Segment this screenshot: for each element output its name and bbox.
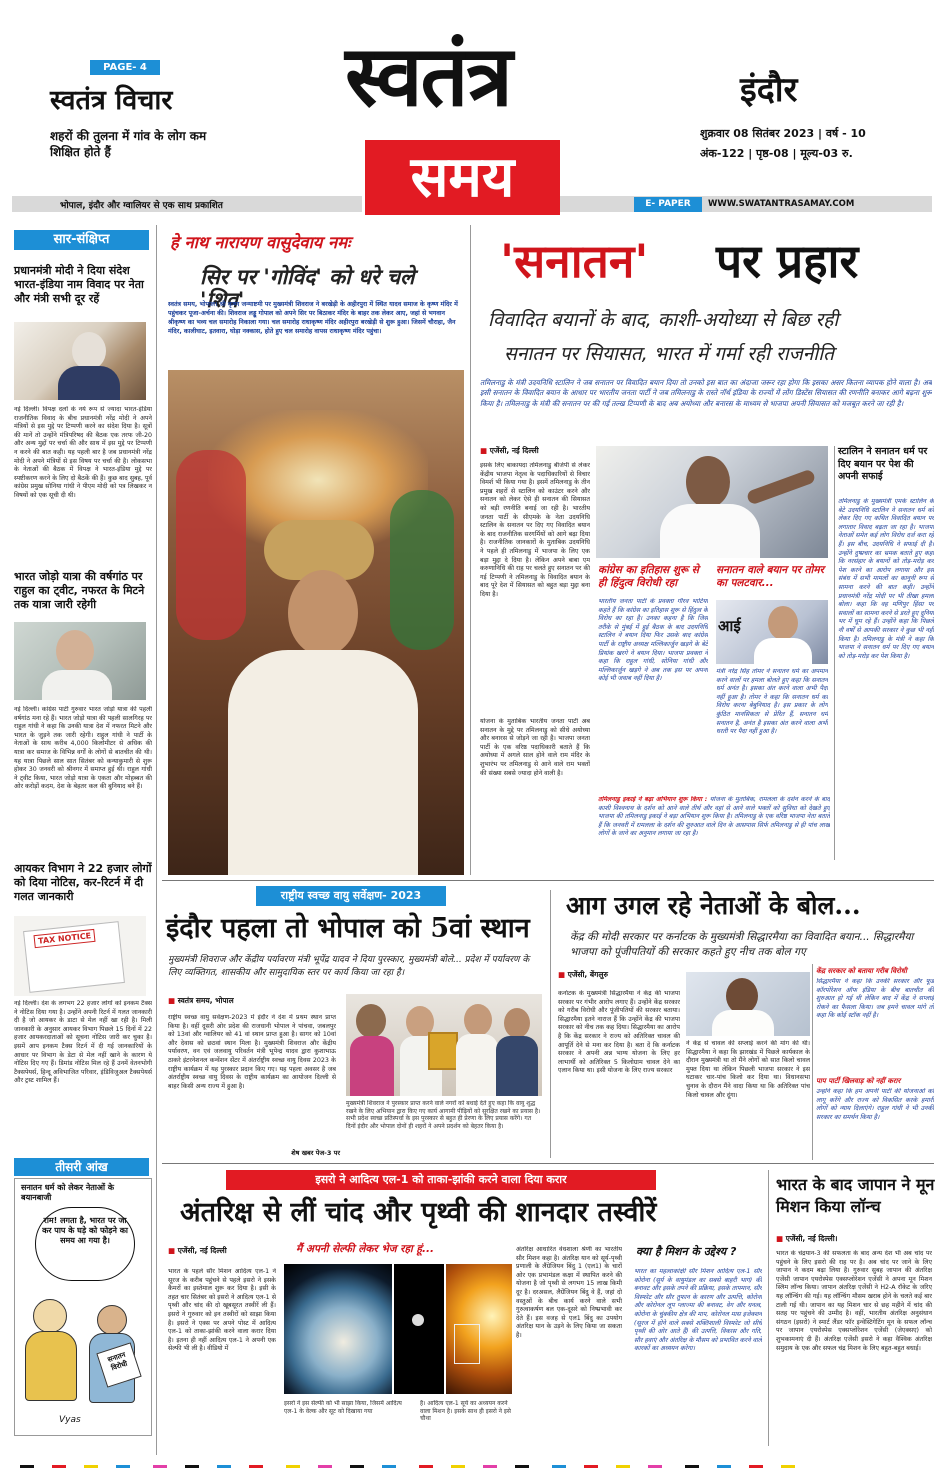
aag-body2: ने केंद्र से चावल की सप्लाई करने की मांग की थी। सिद्धारमैया ने कहा कि झारखंड में पिछले कार्यकाल के दौरान मुख्यमंत्री था तो मैंने लोगों को सात किलो चावल मुफ्त दिया था लेकिन पिछली भाजपा सरकार ने इस घटाकर चार-पांच किलो कर दिया था। विधानसभा चुनाव के दौरान मैंने वादा किया था कि अतिरिक्त पांच किलो चावल और दूंगा। (686, 1040, 810, 1099)
tax-notice-label: TAX NOTICE (33, 929, 95, 948)
side-text: तमिलनाडु के मुख्यमंत्री एमके स्टालिन के बेटे उदयनिधि स्टालिन ने सनातन धर्म को लेकर दिए गए कथित विवादित बयान पर लगातार विवाद बढ़ता जा रहा है। भाजपा नेताओं समेत कई लोग विरोध दर्ज करा रहे हैं। इस बीच, उदयनिधि ने सफाई दी है। उन्होंने दुष्प्रचार का भ्रमक बताते हुए कहा कि नरसंहार के बयानों को तोड़-मरोड़ कर पेश करने का आरोप लगाया और इस संबंध में सभी मामलों का कानूनी रूप से सामना करने की बात कही। उन्होंने प्रधानमंत्री नरेंद्र मोदी पर भी तीखा हमला बोला। कहा कि वह मणिपुर हिंसा पर सवालों का सामना करने से डरते हुए दुनिया भर में घूम रहे हैं। उन्होंने कहा कि पिछले नौ वर्षों से आपकी सरकार ने कुछ भी नहीं किया है। तमिलनाडु के मंत्री ने कहा कि भाजपा ने सनातन धर्म पर दिए गए बयान को तोड़-मरोड़ कर पेश किया है। (838, 498, 934, 660)
swachh-body: राष्ट्रीय स्वच्छ वायु सर्वेक्षण-2023 में इंदौर ने देश में प्रथम स्थान प्राप्त किया है। वहीं दूसरी ओर प्रदेश की राजधानी भोपाल ने पांचवा, जबलपुर को 13वां और ग्वालियर को 41 वां स्थान प्राप्त हुआ है। सागर को 10वां और देवास को छठवां स्थान मिला है। मुख्यमंत्री शिवराज और केंद्रीय पर्यावरण, वन एवं जलवायु परिवर्तन मंत्री भूपेन्द्र यादव द्वारा कुशाभाऊ ठाकरे इंटरनेशनल कन्वेंशन सेंटर में अंतर्राष्ट्रीय स्वच्छ वायु दिवस 2023 के राष्ट्रीय कार्यक्रम में यह पुरस्कार प्रदान किए गए। यह पहला अवसर है जब अंतर्राष्ट्रीय स्वच्छ वायु दिवस के राष्ट्रीय कार्यक्रम का आयोजन दिल्ली से बाहर किसी अन्य राज्य में हुआ है। (168, 1014, 336, 1090)
japan-headline: भारत के बाद जापान ने मून मिशन किया लॉन्च (776, 1175, 935, 1216)
side-headline: स्टालिन ने सनातन धर्म पर दिए बयान पर पेश की अपनी सफाई (838, 446, 928, 482)
city-name: इंदौर (740, 70, 798, 110)
shivraj-photo (168, 370, 464, 875)
center-headline: सिर पर 'गोविंद' को धरे चले 'शिव' (200, 265, 415, 313)
aag-red1-headline: केंद्र सरकार को बताया गरीब विरोधी (816, 967, 907, 975)
box2-headline: सनातन वाले बयान पर तोमर का पलटवार... (716, 564, 824, 589)
box1-headline: कांग्रेस का इतिहास शुरू से ही हिंदुत्व विरोधी रहा (598, 564, 699, 589)
aag-red2-text: उन्होंने कहा कि हम अपनी पार्टी की योजनाओं को लागू करेंगे और राज्य को विकसित करके हमारी लोगों को न्याय दिलाएंगे। राहुल गांधी ने भी उनकी सरकार का समर्थन किया है। (816, 1088, 934, 1121)
strip-text: योजना के मुताबिक, रामलला के दर्शन करने के बाद काशी विश्वनाथ के दर्शन को आने वाले तीर्थ और वहां से आने वाले भक्तों को सुविधा को देखते हुए भाजपा की तमिलनाडु इकाई ने बड़ा अभियान शुरू किया है। तमिलनाडु के एक वरिष्ठ भाजपा नेता बताते हैं कि जनवरी में रामलला के दर्शन की शुरुआत वाले दिन के आसपास सिर्फ तमिलनाडु से ही पांच लाख लोगों के जाने का अनुमान लगाया जा रहा है। (598, 796, 830, 838)
strap-text: भोपाल, इंदौर और ग्वालियर से एक साथ प्रकाशित (60, 201, 223, 211)
sanatan-strip (598, 796, 830, 860)
website-link[interactable]: WWW.SWATANTRASAMAY.COM (708, 199, 855, 209)
selfie-caption2: है। आदित्य एल-1 सूर्य का अध्ययन करने वाला मिशन है। इसके साथ ही इसरो ने इसे चौथा (420, 1400, 511, 1423)
section-tagline: शहरों की तुलना में गांव के लोग कम शिक्षित होते हैं (50, 129, 207, 159)
color-registration-bar (20, 1454, 930, 1460)
sar-item2-headline: भारत जोड़ो यात्रा की वर्षगांठ पर राहुल का ट्वीट, नफरत के मिटने तक यात्रा जारी रहेगी (14, 570, 145, 611)
cartoon-caption: सनातन धर्म को लेकर नेताओं के बयानबाजी (21, 1183, 114, 1202)
box2-text: मंत्री नरेंद्र सिंह तोमर ने सनातन धर्म का अपमान करने वालों पर हमला बोलते हुए कहा कि सनातन धर्म अनंत है। इसका अंत करने वाला अभी पैदा नहीं हुआ है। तोमर ने कहा कि सनातन धर्म का विरोध करना बेबुनियाद है। इस प्रकार के लोग कुंठित मानसिकता से प्रेरित हैं, सनातन धर्म सनातन है, अनंत है इसका अंत करने वाला अभी धरती पर पैदा नहीं हुआ है। (716, 668, 828, 736)
aag-headline: आग उगल रहे नेताओं के बोल... (566, 891, 861, 920)
isro-body: भारत के पहले सौर मिशन आदित्य एल-1 ने सूरज के करीब पहुंचने से पहले इसरो ने इसके कैमरों का इस्तेमाल शुरू कर दिया है। इसी के तहत चार सितंबर को इसरो ने आदित्य एल-1 से पृथ्वी और चांद की दो खूबसूरत तस्वीरें ली हैं। इसरो ने गुरुवार को इन तस्वीरों को साझा किया है। इसरो ने एक्स पर अपने पोस्ट में आदित्य एल-1 को ताका-झांकी करने वाला करार दिया है। इतना ही नहीं आदित्य एल-1 ने अपनी एक सेल्फी भी ली है। वीडियो में (168, 1268, 276, 1353)
award-photo (346, 994, 542, 1096)
swachh-continued: शेष खबर पेज-3 पर (291, 1149, 340, 1157)
tomar-photo (716, 600, 828, 664)
aag-sub: केंद्र की मोदी सरकार पर कर्नाटक के मुख्यमंत्री सिद्धारमैया का विवादित बयान... सिद्धारमैया भाजपा को पूंजीपतियों की सरकार कहते हुए नीच तक बोल गए (570, 931, 914, 958)
sanatan-body2: योजना के मुताबिक भारतीय जनता पार्टी अब सनातन के मुद्दे पर तमिलनाडु को सीधे अयोध्या और बनारस से जोड़ने जा रही है। भाजपा जनता पार्टी के एक वरिष्ठ पदाधिकारी बताते हैं कि अयोध्या में अगले साल होने वाले राम मंदिर के शुभारंभ पर तमिलनाडु से आने वाले राम भक्तों की संख्या सबसे ज्यादा होने वाली है। (480, 718, 590, 777)
sanatan-agency: ■ एजेंसी, नई दिल्ली (480, 446, 590, 456)
sanatan-intro: तमिलनाडु के मंत्री उदयनिधि स्टालिन ने जब सनातन पर विवादित बयान दिया तो उनको इस बात का अंदाजा जरूर रहा होगा कि इसका असर कितना व्यापक होने वाला है। अब इसी सनातन के विवादित बयान के आधार पर भारतीय जनता पार्टी ने जब तमिलनाडु के रास्ते नॉर्थ इंडिया के राज्यों में लोंग डिस्टेंस सियासत की रणनीति बनाकर आगे बढ़ना शुरू किया है। तमिलनाडु के मंत्री की सनातन पर की गई तल्ख टिप्पणी के बाद अब अयोध्या और बनारस के माध्यम से भाजपा अपनी सियासत को मजबूत करने जा रही है। (480, 378, 932, 408)
section-title: स्वतंत्र विचार (50, 85, 173, 116)
aag-red1-text: सिद्धारमैया ने कहा कि उनकी सरकार और फूड कॉरपोरेशन ऑफ इंडिया के बीच बातचीत की शुरुआत हो गई थी लेकिन बाद में केंद्र ने सप्लाई रोकने का फैसला किया। जब हमने चावल मांगे तो कहा कि कोई स्टॉक नहीं है। (816, 978, 934, 1020)
kya-text: भारत का महत्वाकांक्षी सौर मिशन आदित्य एल-1 सौर कोरोना (सूर्य के वायुमंडल का सबसे बाहरी भाग) की बनावट और इसके तपने की प्रक्रिया, इसके तापमान, सौर विस्फोट और सौर तूफान के कारण और उत्पत्ति, कोरोना और कोरोनल लूप प्लाज्मा की बनावट, वेग और घनत्व, कोरोना के चुंबकीय क्षेत्र की माप, कोरोनल मास इजेक्शन (सूरज में होने वाले सबसे शक्तिशाली विस्फोट जो सीधे पृथ्वी की ओर आते हैं) की उत्पत्ति, विकास और गति, सौर हवाएं और अंतरिक्ष के मौसम को प्रभावित करने वाले कारकों का अध्ययन करेगा। (634, 1268, 762, 1353)
aag-red2-headline: पाप पार्टी खिलवाड़ को नहीं करार (816, 1077, 901, 1085)
sanatan-sub2: सनातन पर सियासत, भारत में गर्मा रही राजनीति (504, 343, 834, 365)
selfie-photo (446, 1264, 512, 1394)
sar-label: सार-संक्षिप्त (14, 230, 149, 250)
sanatan-body1: इसके लिए बाकायदा तमिलनाडु बीजेपी से लेकर केंद्रीय भाजपा नेतृत्व के पदाधिकारियों से विचार विमर्श भी किया गया है। इसमें तमिलनाडु के तीन प्रमुख शहरों से स्टालिन को काउंटर करने और सनातन को लेकर ऐसे ही सनातन की सियासत को बड़ी रणनीति बनाई जा रही है। भारतीय जनता पार्टी के सीएमके के नेता उदयनिधि स्टालिन के सनातन पर दिए गए विवादित बयान के बाद राजनीतिक सरगर्मियों को आगे बढ़ा दिया है। राजनीतिक जानकारों के मुताबिक उदयनिधि ने पहले ही तमिलनाडु में भाजपा के लिए एक बड़ा मुद्दा दे दिया है। लेकिन अपने बाबा एम करुणानिधि की राह पर चलते हुए सनातन पर की गई टिप्पणी ने तमिलनाडु के विवादित बयान के बाद पूरे देश में सियासत को बहुत बड़ा मुद्दा बना दिया है। (480, 462, 590, 598)
logo-bottom: समय (410, 144, 515, 210)
moon-photo (394, 1264, 444, 1394)
cartoon-sign: सनातन विरोधी (96, 1342, 141, 1387)
cartoon-label: तीसरी आंख (14, 1158, 149, 1176)
isro-headline: अंतरिक्ष से लीं चांद और पृथ्वी की शानदार तस्वीरें (180, 1197, 657, 1228)
sar-item1-headline: प्रधानमंत्री मोदी ने दिया संदेश भारत-इंडिया नाम विवाद पर नेता और मंत्री सभी दूर रहें (14, 264, 144, 305)
swachh-headline: इंदौर पहला तो भोपाल को 5वां स्थान (166, 913, 530, 944)
kya-headline: क्या है मिशन के उद्देश्य ? (636, 1245, 737, 1258)
modi-photo (14, 322, 146, 400)
cartoon-panel (14, 1178, 152, 1436)
sanatan-headline-rest: पर प्रहार (716, 234, 859, 288)
dateline: शुक्रवार 08 सितंबर 2023 | वर्ष - 10 (700, 127, 866, 140)
page-label: PAGE- 4 (90, 60, 160, 75)
epaper-badge[interactable]: E- PAPER (634, 197, 702, 212)
issue-info: अंक-122 | पृष्ठ-08 | मूल्य-03 रु. (700, 147, 853, 160)
sar-item3-text: नई दिल्ली। देश के लगभग 22 हजार लोगों को इनकम टैक्स ने नोटिस दिया गया है। उन्होंने अपनी रिटर्न में गलत जानकारी दी है जो आयकर के डाटा से मेल नहीं खा रही है। मिली जानकारी के अनुसार आयकर विभाग पिछले 15 दिनों में 22 हजार आयकरदाताओं को सूचना नोटिस जारी कर चुका है। इसमें आप इनकम टैक्स रिटर्न में दी गई जानकारियों के आधार पर विभाग के डेटा से मेल नहीं खाने के कारण ये नोटिस दिए गए हैं। डिमांड नोटिस मिल रहे हैं उनमें वेतनभोगी टैक्सपेयर्स, हिन्दू अविभाजित परिवार, इंडिविजुअल टैक्सपेयर्स और ट्रस्ट शामिल हैं। (14, 1000, 152, 1085)
swachh-sub: मुख्यमंत्री शिवराज और केंद्रीय पर्यावरण मंत्री भूपेंद्र यादव ने दिया पुरस्कार, मुख्यमंत्री बोले... प्रदेश में पर्यावरण के लिए व्यक्तिगत, शासकीय और सामुदायिक स्तर पर कार्य किया जा रहा है। (168, 955, 530, 978)
udhayanidhi-photo (596, 446, 828, 558)
center-intro: स्वतंत्र समय, भोपाल। श्री कृष्ण जन्माष्टमी पर मुख्यमंत्री शिवराज ने बरखेड़ी के अहीरपुरा में स्थित यादव समाज के कृष्ण मंदिर में पहुंचकर पूजा-अर्चना की। शिवराज लड्डू गोपाल को अपने सिर पर बिठाकर मंदिर के बाहर तक लेकर आए, जहां से भगवान श्रीकृष्ण का भव्य चल समारोह निकाला गया। चल समारोह राधाकृष्ण मंदिर अहीरपुरा बरखेड़ी से शुरू हुआ। जिसमें चौराहा, जैन मंदिर, कालीघाट, इतवारा, घोड़ा नक्कास, होते हुए चल समारोह वापस राधाकृष्ण मंदिर पहुंचा। (168, 301, 458, 335)
swachh-kicker: राष्ट्रीय स्वच्छ वायु सर्वेक्षण- 2023 (256, 886, 446, 906)
aag-body: कर्नाटक के मुख्यमंत्री सिद्धारमैया ने केंद्र की भाजपा सरकार पर गंभीर आरोप लगाए हैं। उन्होंने केंद्र सरकार को गरीब विरोधी और पूंजीपतियों की सरकार बताया। सिद्धारमैया इतने नाराज हैं कि उन्होंने केंद्र की भाजपा सरकार को नीच तक कह दिया। सिद्धारमैया का आरोप है कि केंद्र सरकार ने राज्य को अतिरिक्त चावल की आपूर्ति देने से मना कर दिया है। बता दें कि कर्नाटक सरकार ने अपनी अन्न भाग्य योजना के लिए हर लाभार्थी को अतिरिक्त 5 किलोग्राम चावल देने का एलान किया था। इसी योजना के लिए राज्य सरकार (558, 990, 680, 1075)
rahul-photo (14, 622, 146, 700)
sanatan-headline-quoted: 'सनातन' (500, 234, 649, 288)
japan-body: भारत के चंद्रयान-3 की सफलता के बाद अन्य देश भी अब चांद पर पहुंचने के लिए इसरो की राह पर है। अब चांद पर जाने के लिए जापान ने कदम बढ़ा लिया है। गुरुवार सुबह जापान की अंतरिक्ष एजेंसी जापान एयरोस्पेस एक्सप्लोरेशन एजेंसी ने अपना मून मिशन स्लिम लॉन्च किया। जापान अंतरिक्ष एजेंसी ने H2-A रॉकेट के जरिए यह लॉन्चिंग की गई। यह लॉन्चिंग मौसम खराब होने के चलते कई बार टाली गई थी। जापान का यह मिशन चार से छह महीने में चांद की सतह पर पहुंचने की उम्मीद है। वहीं, भारतीय अंतरिक्ष अनुसंधान संगठन (इसरो) ने स्मार्ट लैंडर फॉर इन्वेस्टिगेटिंग मून के सफल लॉन्च पर जापान एयरोस्पेस एक्सप्लोरेशन एजेंसी (जेएक्सए) को शुभकामनाएं दी हैं। अंतरिक्ष एजेंसी इसरो ने कहा वैश्विक अंतरिक्ष समुदाय के एक और सफल चंद्र मिशन के लिए बहुत-बहुत बधाई। (776, 1250, 932, 1352)
center-kicker: हे नाथ नारायण वासुदेवाय नमः (170, 233, 351, 252)
cartoon-bubble: राम! लगता है, भारत पर जा कर पाप के घड़े को फोड़ने का समय आ गया है। (35, 1207, 135, 1281)
sar-item2-text: नई दिल्ली। कांग्रेस पार्टी गुरुवार भारत जोड़ो यात्रा की पहली वर्षगांठ मना रहे हैं। भारत जोड़ो यात्रा की पहली सालगिरह पर राहुल गांधी ने कहा कि उनकी यात्रा देश में नफरत मिटने और भारत के जुड़ने तक जारी रहेगी। राहुल गांधी ने पार्टी के नेताओं के साथ करीब 4,000 किलोमीटर से अधिक की यात्रा कर समाज के विभिन्न वर्गों के लोगों से बातचीत की थी। यह यात्रा पिछले साल सात सितंबर को कन्याकुमारी से शुरू होकर 30 जनवरी को श्रीनगर में समाप्त हुई थी। राहुल गांधी ने ट्वीट किया, भारत जोड़ो यात्रा के एकता और मोहब्बत की ओर करोड़ों कदम, देश के बेहतर कल की बुनियाद बने हैं। (14, 706, 152, 791)
isro-body2: अंतरिक्ष आधारित वेधशाला श्रेणी का भारतीय सौर मिशन कहा है। अंतरिक्ष यान को सूर्य-पृथ्वी प्रणाली के लैंग्रेजियन बिंदु 1 (एल1) के चारों ओर एक प्रभामंडल कक्षा में स्थापित करने की योजना है जो पृथ्वी से लगभग 15 लाख किमी दूर है। दरअसल, लैग्रेंजियन बिंदु वे हैं, जहां दो वस्तुओं के बीच कार्य करने वाले सभी गुरुत्वाकर्षण बल एक-दूसरे को निष्प्रभावी कर देते हैं। इस वजह से एल1 बिंदु का उपयोग अंतरिक्ष यान के उड़ने के लिए किया जा सकता है। (516, 1246, 622, 1339)
japan-agency: ■ एजेंसी, नई दिल्ली। (776, 1234, 936, 1244)
sar-item3-headline: आयकर विभाग ने 22 हजार लोगों को दिया नोटिस, कर-रिटर्न में दी गलत जानकारी (14, 862, 152, 903)
selfie-headline: मैं अपनी सेल्फी लेकर भेज रहा हूं... (296, 1243, 434, 1255)
tax-notice-photo (14, 916, 146, 996)
isro-agency: ■ एजेंसी, नई दिल्ली (168, 1246, 278, 1256)
logo-top: स्वतंत्र (345, 26, 511, 125)
siddaramaiah-photo (686, 972, 810, 1036)
swachh-agency: ■ स्वतंत्र समय, भोपाल (168, 996, 328, 1006)
sar-item1-text: नई दिल्ली। विपक्ष दलों के नये रूप से ज्यादा भारत-इंडिया राजनीतिक विवाद के बीच प्रधानमंत्री नरेंद्र मोदी ने अपने मंत्रियों से इस मुद्दे पर टिप्पणी करने का संदेश दिया है। सूत्रों की मानें तो उन्होंने मंत्रिपरिषद की बैठक एक तरफ जी-20 और अन्य मुद्दों पर चर्चा की और साथ में इस मुद्दे पर टिप्पणी न करने की बात कही। यह पहली बार है जब प्रधानमंत्री नरेंद्र मोदी ने अपने मंत्रियों से इस विषय पर चर्चा की है। लोकसभा के नेताओं की बैठक में विपक्ष ने भारत-इंडिया मुद्दे पर स्पष्टीकरण करने के लिए दो बैठकें की हैं। कुछ बाद सुबह, पूर्व कांग्रेस प्रमुख सोनिया गांधी ने पीएम मोदी को पत्र लिखकर न विषयों को एक सूची दी थी। (14, 406, 152, 499)
award-photo-caption: मुख्यमंत्री शिवराज ने पुरस्कार प्राप्त करने वाले नगरों को बधाई देते हुए कहा कि वायु शुद्ध रखने के लिए अभियान द्वारा किए गए कार्य आगामी पीढ़ियों को सुरक्षित रखने का प्रयास है। सभी प्रदेश स्वच्छ प्रतिस्पर्धा के इस पुरस्कार से बहुत ही प्रेरणा के लिए प्रयास करेंगे। गत दिनों इंदौर और भोपाल दोनों ही शहरों ने अपने प्रदर्शन को बेहतर किया है। (346, 1100, 541, 1130)
cartoon-signature: Vyas (59, 1415, 81, 1425)
box1-text: भारतीय जनता पार्टी के प्रवक्ता गौरव भाटिया कहते हैं कि कांग्रेस का इतिहास शुरू से हिंदुत्व के विरोध का रहा है। उनका कहना है कि जिस तरीके से मुंबई में हुई बैठक के बाद उदयनिधि स्टालिन ने बयान दिया फिर उसके बाद कांग्रेस पार्टी के राष्ट्रीय अध्यक्ष मल्लिकार्जुन खड़गे के बेटे प्रियांक खरगे ने बयान दिया। भाजपा प्रवक्ता ने कहा कि राहुल गांधी, सोनिया गांधी और मल्लिकार्जुन खड़गे ने अब तक इस पर अपना कोई भी जवाब नहीं दिया है। (598, 598, 708, 683)
sanatan-sub1: विवादित बयानों के बाद, काशी-अयोध्या से बिछ रही (488, 309, 839, 331)
isro-kicker: इसरो ने आदित्य एल-1 को ताका-झांकी करने वाला दिया करार (226, 1170, 656, 1190)
strip-headline: तमिलनाडु इकाई ने बढ़ा अभियान शुरू किया : (598, 796, 708, 803)
aag-agency: ■ एजेंसी, बेंगलुरु (558, 970, 678, 980)
selfie-photo-caption: इसरो ने इस सेल्फी को भी साझा किया, जिसमें आदित्य एल-1 के वेल्क और सूट को दिखाया गया (284, 1400, 402, 1415)
earth-photo (284, 1264, 392, 1394)
tomar-photo-label: आई (718, 617, 741, 635)
